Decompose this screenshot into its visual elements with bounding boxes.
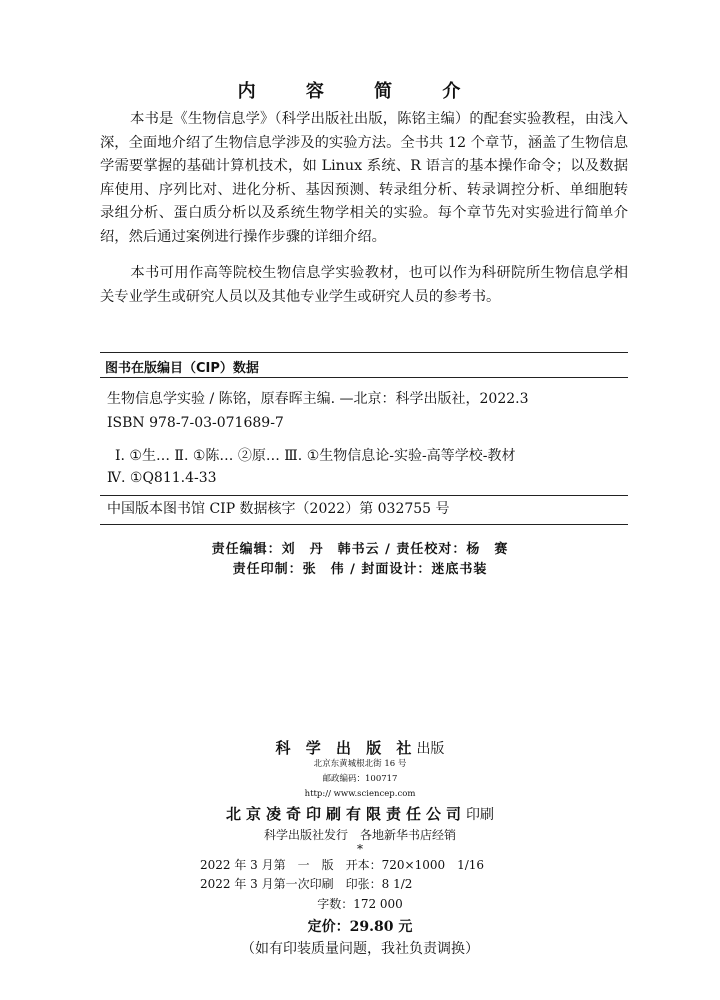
cip-title-line: 生物信息学实验 / 陈铭，原春晖主编. —北京：科学出版社，2022.3	[107, 391, 529, 407]
intro-paragraph-1-text: 本书是《生物信息学》（科学出版社出版，陈铭主编）的配套实验教程，由浅入深，全面地介绍了生物信息学涉及的实验方法。全书共 12 个章节，涵盖了生物信息学需要掌握的基础计算机技术，如 Linux 系统、R 语言的基本操作命令；以及数据库使用、序列比对、进化分析、基因预测、转录组分析、转录调控分析、单细胞转录组分析、蛋白质分析以及系统生物学相关的实验。每个章节先对实验进行简单介绍，然后通过案例进行操作步骤的详细介绍。	[100, 111, 628, 245]
cip-top-rule	[100, 352, 628, 353]
intro-paragraph-2-text: 本书可用作高等院校生物信息学实验教材，也可以作为科研院所生物信息学相关专业学生或研究人员以及其他专业学生或研究人员的参考书。	[100, 265, 628, 305]
printer-line	[0, 803, 720, 824]
credits-line-1: 责任编辑：刘 丹 韩书云 / 责任校对：杨 赛	[211, 542, 509, 557]
cip-bottom-rule	[100, 524, 628, 525]
page-title: 内 容 简 介	[237, 81, 483, 102]
cip-heading-rule	[100, 377, 628, 378]
intro-paragraph-1	[100, 108, 628, 250]
cip-classification-line: Ⅰ. ①生… Ⅱ. ①陈… ②原… Ⅲ. ①生物信息论-实验-高等学校-教材	[115, 448, 516, 464]
publisher-address: 北京东黄城根北街 16 号	[313, 759, 407, 769]
publisher-name: 科 学 出 版 社	[275, 739, 417, 757]
cip-isbn-line: ISBN 978-7-03-071689-7	[107, 415, 284, 431]
printer-suffix: 印刷	[466, 807, 494, 823]
price: 定价：29.80 元	[307, 919, 413, 935]
publisher-suffix: 出版	[416, 741, 445, 757]
publisher-url: http:// www.sciencep.com	[304, 789, 416, 799]
printing-line: 2022 年 3 月第一次印刷 印张：8 1/2	[200, 877, 413, 891]
separator-star: *	[357, 842, 363, 856]
cip-heading: 图书在版编目（CIP）数据	[105, 361, 259, 376]
publisher-postcode: 邮政编码：100717	[322, 774, 398, 784]
cip-middle-rule	[100, 495, 628, 496]
printer-name: 北京凌奇印刷有限责任公司	[225, 805, 466, 823]
quality-notice: （如有印装质量问题，我社负责调换）	[241, 941, 479, 957]
credits-line-2: 责任印制：张 伟 / 封面设计：迷底书装	[232, 562, 488, 577]
intro-paragraph-2	[100, 262, 628, 309]
edition-line: 2022 年 3 月第 一 版 开本：720×1000 1/16	[200, 858, 485, 872]
cip-clc-line: Ⅳ. ①Q811.4-33	[107, 470, 217, 486]
publisher-line	[0, 737, 720, 758]
distribution-line: 科学出版社发行 各地新华书店经销	[263, 828, 456, 842]
cip-record-number: 中国版本图书馆 CIP 数据核字（2022）第 032755 号	[107, 501, 450, 517]
word-count: 字数：172 000	[317, 897, 403, 911]
